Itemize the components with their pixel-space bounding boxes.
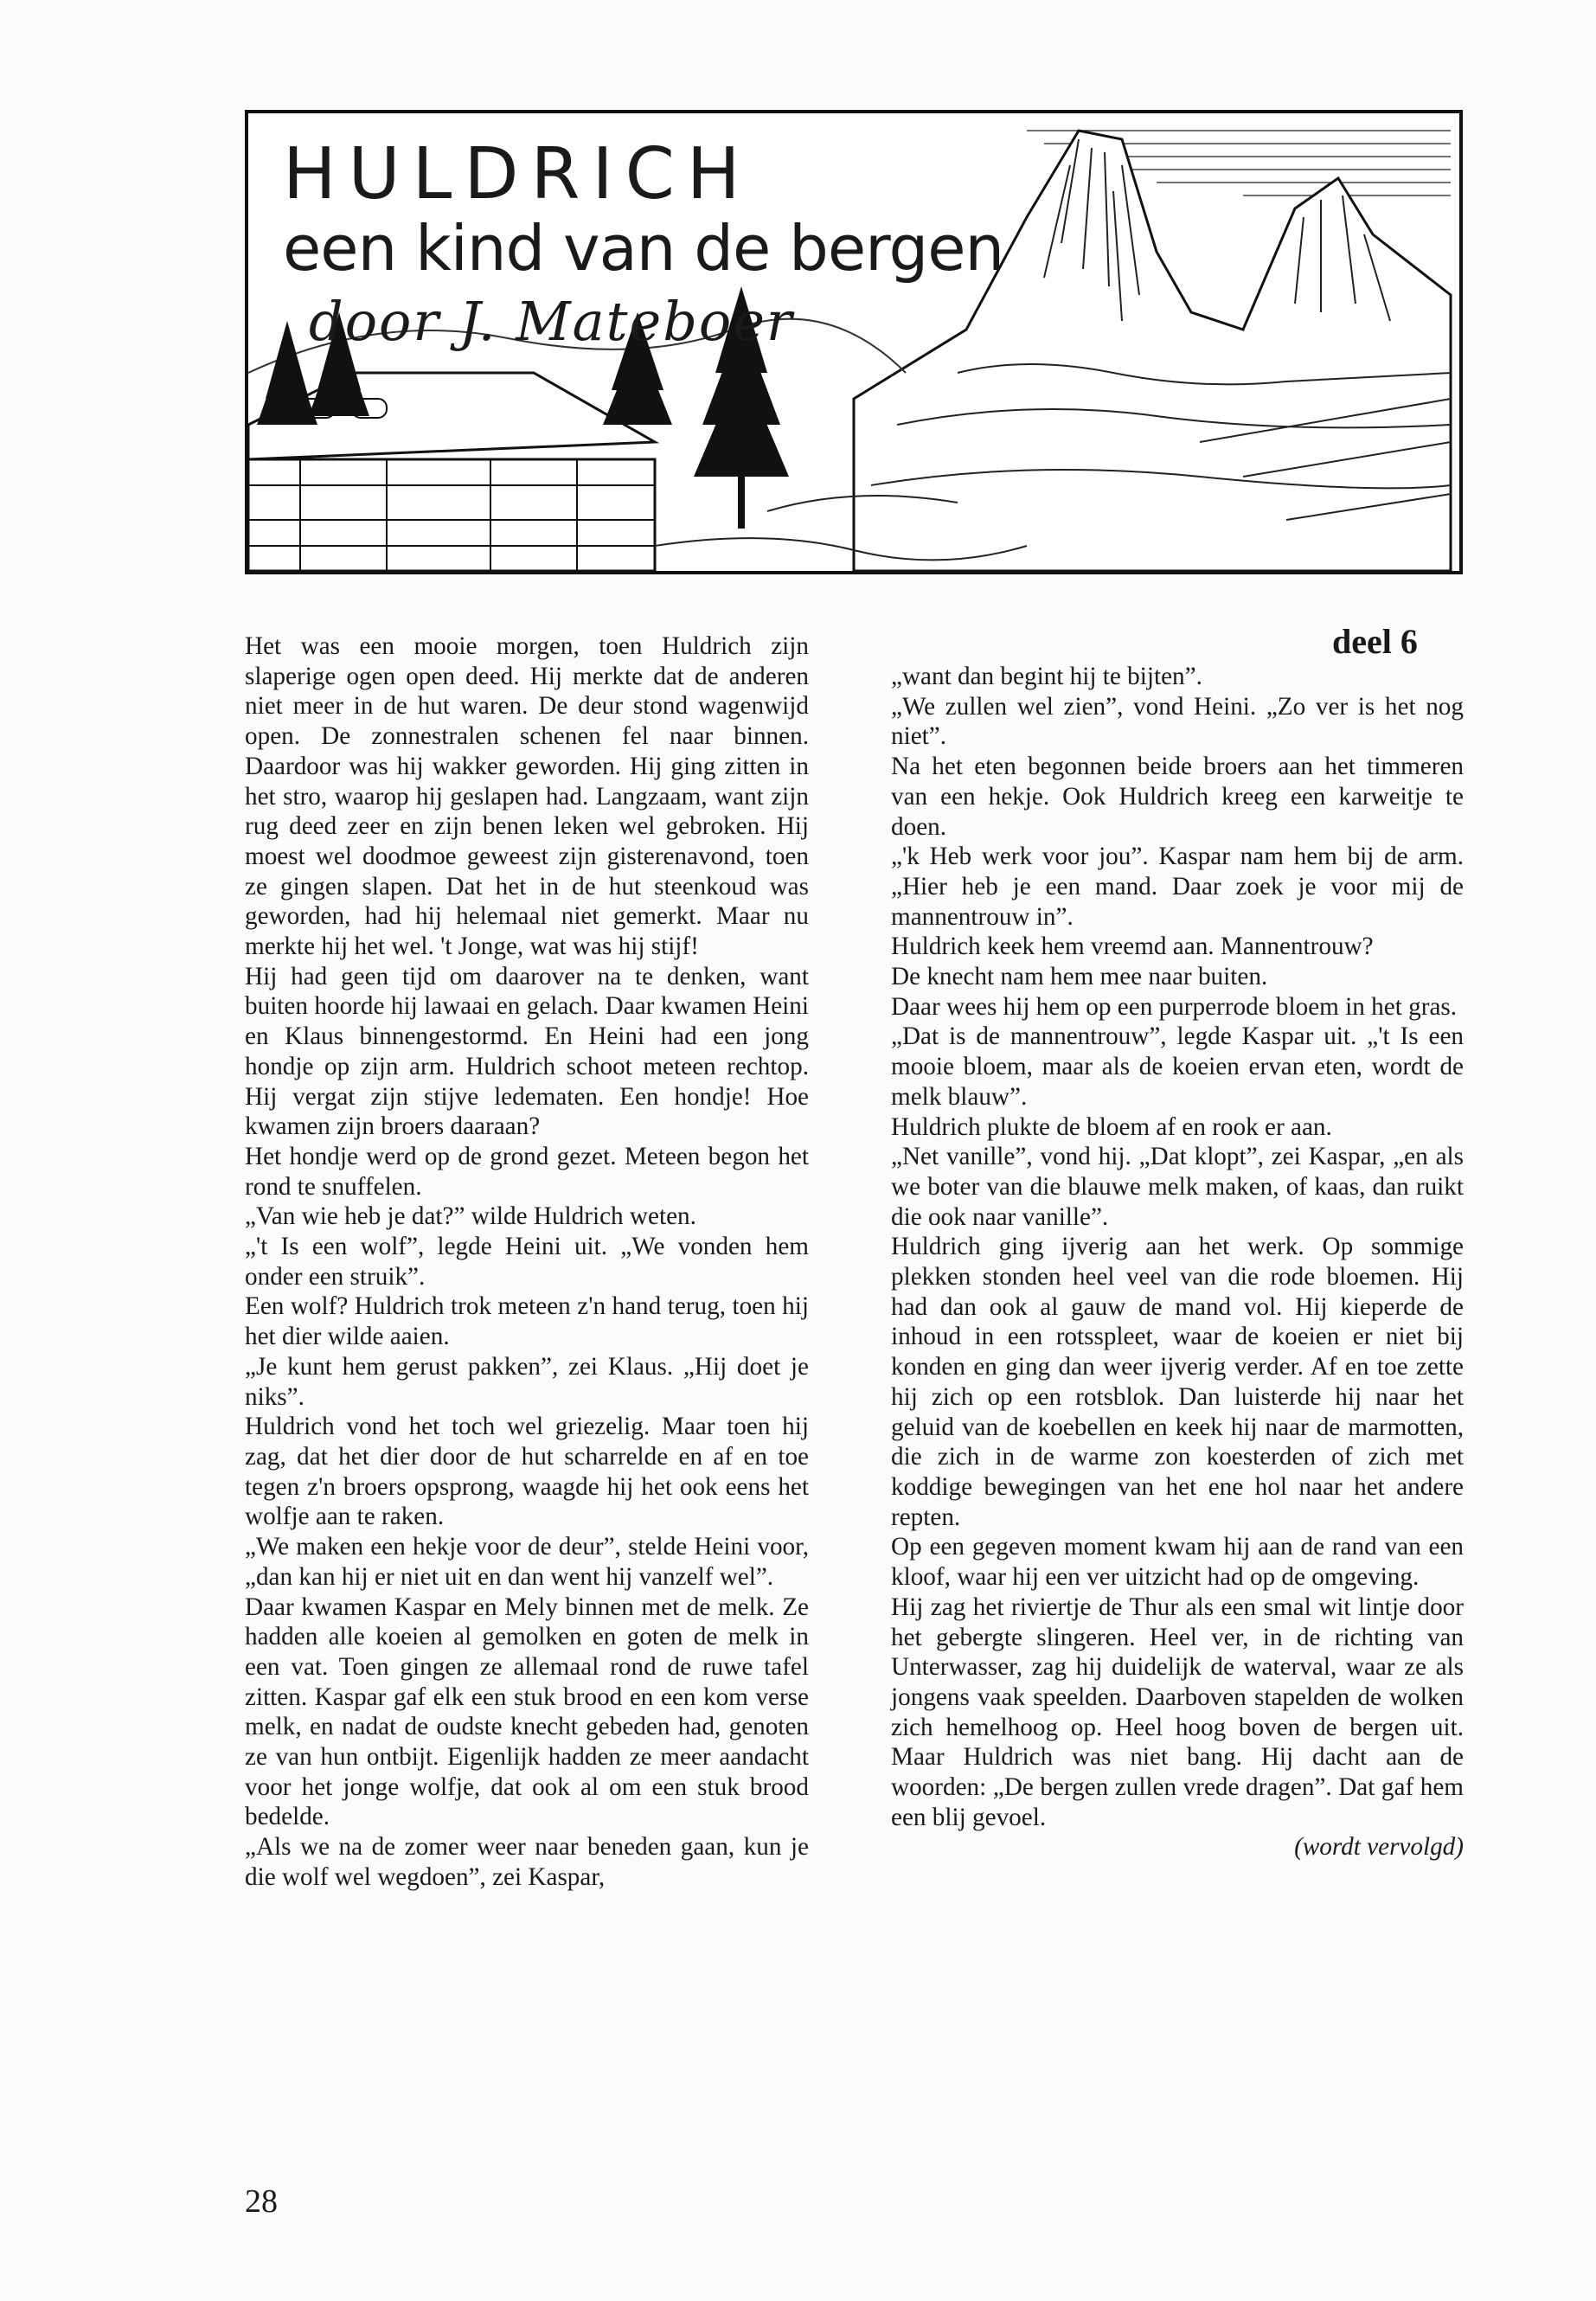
paragraph: „Als we na de zomer weer naar beneden gaan, kun je die wolf wel wegdoen”, zei Kaspar,	[245, 1833, 809, 1891]
paragraph: Huldrich ging ijverig aan het werk. Op sommige plekken stonden heel veel van die rode bloemen. Hij had dan ook al gauw de mand vol. Hij kieperde de inhoud in een rotsspleet, waar de koeien er niet bij konden en ging dan weer ijverig verder. Af en toe zette hij zich op een rotsblok. Dan luisterde hij naar het geluid van de koebellen en keek hij naar de marmotten, die zich in de warme zon koesterden of zich met koddige bewegingen van het ene hol naar het andere repten.	[891, 1233, 1464, 1531]
paragraph: Hij had geen tijd om daarover na te denken, want buiten hoorde hij lawaai en gelach. Daar kwamen Heini en Klaus binnengestormd. En Heini had een jong hondje op zijn arm. Huldrich schoot meteen rechtop. Hij vergat zijn stijve ledematen. Een hondje! Hoe kwamen zijn broers daaraan?	[245, 962, 809, 1141]
paragraph: „want dan begint hij te bijten”.	[891, 663, 1202, 690]
paragraph: „Van wie heb je dat?” wilde Huldrich weten.	[245, 1202, 696, 1231]
paragraph: Op een gegeven moment kwam hij aan de rand van een kloof, waar hij een ver uitzicht had op de omgeving.	[891, 1533, 1464, 1592]
continued-note: (wordt vervolgd)	[1294, 1833, 1464, 1862]
paragraph: Het was een mooie morgen, toen Huldrich zijn slaperige ogen open deed. Hij merkte dat de anderen niet meer in de hut waren. De deur stond wagenwijd open. De zonnestralen schenen fel naar binnen. Daardoor was hij wakker geworden. Hij ging zitten in het stro, waarop hij geslapen had. Langzaam, want zijn rug deed zeer en zijn benen leken wel gebroken. Hij moest wel doodmoe geweest zijn gisterenavond, toen ze gingen slapen. Dat het in de hut steenkoud was geworden, had hij helemaal niet gemerkt. Maar nu merkte hij het wel. 't Jonge, wat was hij stijf!	[245, 632, 809, 961]
story-title: HULDRICH	[283, 133, 753, 215]
paragraph: Daar wees hij hem op een purperrode bloem in het gras.	[891, 992, 1458, 1021]
story-author: door J. Mateboer	[309, 290, 794, 353]
paragraph: Huldrich vond het toch wel griezelig. Maar toen hij zag, dat het dier door de hut scharrelde en af en toe tegen z'n broers opsprong, waagde hij het ook eens het wolfje aan te raken.	[245, 1413, 809, 1531]
paragraph: „Dat is de mannentrouw”, legde Kaspar uit. „'t Is een mooie bloem, maar als de koeien ervan eten, wordt de melk blauw”.	[891, 1022, 1464, 1111]
paragraph: Een wolf? Huldrich trok meteen z'n hand terug, toen hij het dier wilde aaien.	[245, 1292, 809, 1351]
story-subtitle: een kind van de bergen	[283, 212, 1004, 285]
paragraph: „Je kunt hem gerust pakken”, zei Klaus. „Hij doet je niks”.	[245, 1352, 809, 1411]
paragraph: Het hondje werd op de grond gezet. Meteen begon het rond te snuffelen.	[245, 1142, 809, 1201]
paragraph: „Net vanille”, vond hij. „Dat klopt”, zei Kaspar, „en als we boter van die blauwe melk maken, of kaas, dan ruikt die ook naar vanille”.	[891, 1143, 1464, 1231]
page-number: 28	[245, 2183, 278, 2220]
paragraph: Daar kwamen Kaspar en Mely binnen met de melk. Ze hadden alle koeien al gemolken en goten de melk in een vat. Toen gingen ze allemaal rond de ruwe tafel zitten. Kaspar gaf elk een stuk brood en een kom verse melk, en nadat de oudste knecht gebeden had, genoten ze van hun ontbijt. Eigenlijk hadden ze meer aandacht voor het jonge wolfje, dat ook al om een stuk brood bedelde.	[245, 1593, 809, 1831]
left-text-column	[245, 631, 809, 1893]
paragraph: Hij zag het riviertje de Thur als een smal wit lintje door het gebergte slingeren. Heel ver, in de richting van Unterwasser, zag hij duidelijk de waterval, waar ze als jongens vaak speelden. Daarboven stapelden de wolken zich hemelhoog op. Heel hoog boven de bergen uit. Maar Huldrich was niet bang. Hij dacht aan de woorden: „De bergen zullen vrede dragen”. Dat gaf hem een blij gevoel.	[891, 1593, 1464, 1831]
paragraph: Huldrich plukte de bloem af en rook er aan.	[891, 1112, 1332, 1141]
paragraph: Huldrich keek hem vreemd aan. Mannentrouw?	[891, 933, 1374, 961]
paragraph: „'k Heb werk voor jou”. Kaspar nam hem bij de arm. „Hier heb je een mand. Daar zoek je voor mij de mannentrouw in”.	[891, 843, 1464, 931]
part-label: deel 6	[1332, 622, 1418, 661]
paragraph: De knecht nam hem mee naar buiten.	[891, 963, 1268, 991]
right-text-column	[891, 662, 1464, 1862]
paragraph: „'t Is een wolf”, legde Heini uit. „We vonden hem onder een struik”.	[245, 1233, 809, 1291]
header-illustration	[245, 110, 1463, 574]
paragraph: „We maken een hekje voor de deur”, stelde Heini voor, „dan kan hij er niet uit en dan went hij vanzelf wel”.	[245, 1533, 809, 1591]
paragraph: Na het eten begonnen beide broers aan het timmeren van een hekje. Ook Huldrich kreeg een karweitje te doen.	[891, 753, 1464, 841]
paragraph: „We zullen wel zien”, vond Heini. „Zo ver is het nog niet”.	[891, 692, 1464, 751]
